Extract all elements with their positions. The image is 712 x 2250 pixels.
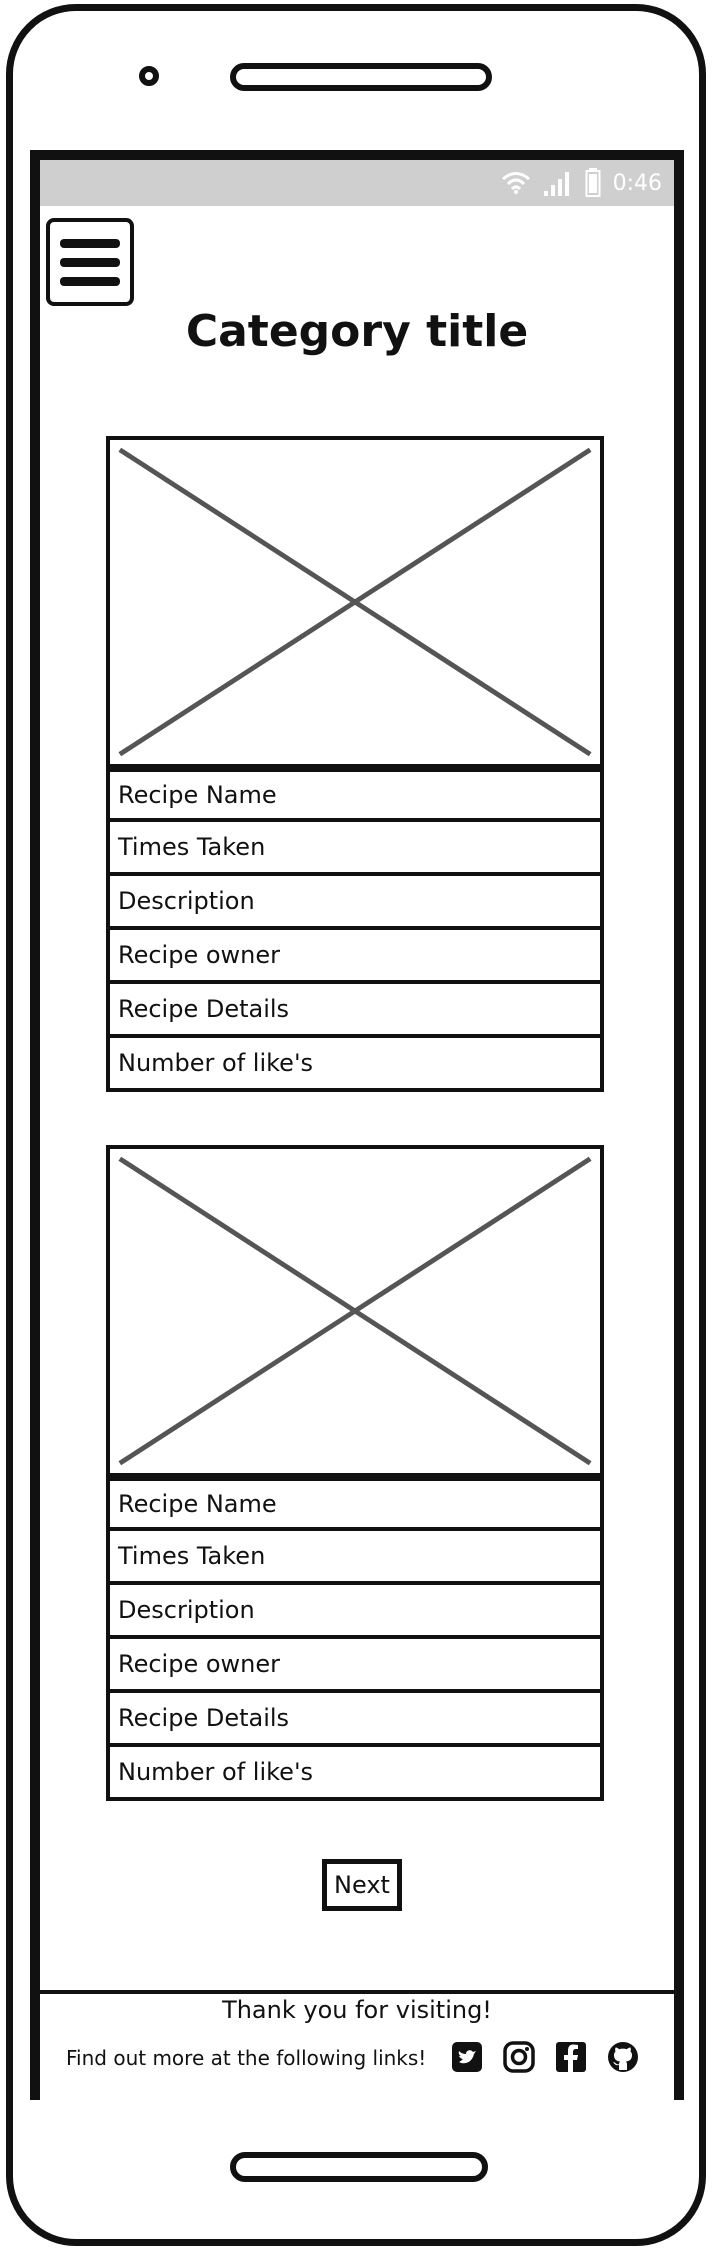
camera-icon bbox=[139, 66, 159, 86]
facebook-icon[interactable] bbox=[554, 2040, 588, 2074]
phone-screen bbox=[30, 150, 684, 2100]
recipe-card[interactable] bbox=[106, 1145, 604, 1801]
twitter-icon[interactable] bbox=[450, 2040, 484, 2074]
status-time: 0:46 bbox=[612, 170, 662, 196]
page-title: Category title bbox=[185, 306, 529, 357]
signal-icon bbox=[543, 169, 573, 197]
recipe-details-field[interactable]: Recipe Details bbox=[106, 984, 604, 1038]
number-of-likes-field: Number of like's bbox=[106, 1747, 604, 1801]
instagram-icon[interactable] bbox=[502, 2040, 536, 2074]
home-button[interactable] bbox=[230, 2152, 488, 2182]
image-placeholder-icon bbox=[106, 436, 604, 768]
image-placeholder-icon bbox=[106, 1145, 604, 1477]
menu-bar bbox=[60, 277, 120, 286]
recipe-owner-field: Recipe owner bbox=[106, 930, 604, 984]
number-of-likes-field: Number of like's bbox=[106, 1038, 604, 1092]
recipe-name-field[interactable]: Recipe Name bbox=[106, 768, 604, 822]
description-field: Description bbox=[106, 1585, 604, 1639]
description-field: Description bbox=[106, 876, 604, 930]
status-bar bbox=[40, 160, 674, 206]
footer-links-text: Find out more at the following links! bbox=[66, 2046, 427, 2070]
recipe-card[interactable] bbox=[106, 436, 604, 1092]
social-links bbox=[450, 2040, 640, 2074]
github-icon[interactable] bbox=[606, 2040, 640, 2074]
speaker-grille bbox=[230, 63, 492, 91]
recipe-details-field[interactable]: Recipe Details bbox=[106, 1693, 604, 1747]
footer bbox=[40, 1990, 674, 2100]
recipe-owner-field: Recipe owner bbox=[106, 1639, 604, 1693]
battery-icon bbox=[585, 168, 601, 198]
footer-thanks: Thank you for visiting! bbox=[222, 1996, 492, 2024]
next-button[interactable]: Next bbox=[322, 1859, 402, 1911]
hamburger-icon[interactable] bbox=[46, 218, 134, 306]
times-taken-field: Times Taken bbox=[106, 822, 604, 876]
menu-bar bbox=[60, 258, 120, 267]
times-taken-field: Times Taken bbox=[106, 1531, 604, 1585]
menu-bar bbox=[60, 239, 120, 248]
wifi-icon bbox=[501, 171, 531, 195]
recipe-name-field[interactable]: Recipe Name bbox=[106, 1477, 604, 1531]
